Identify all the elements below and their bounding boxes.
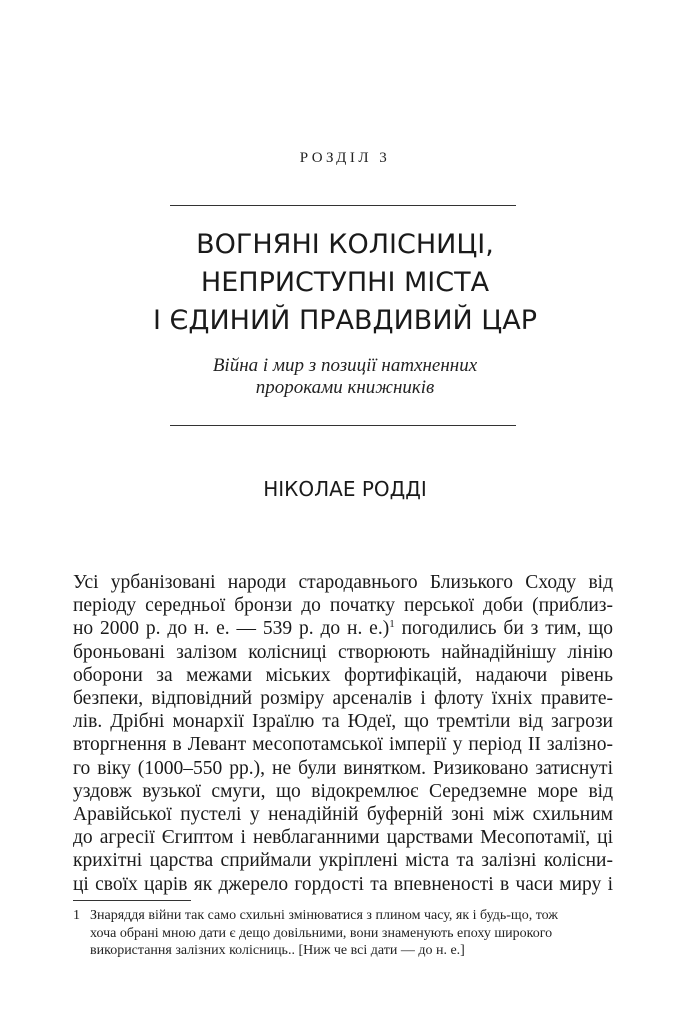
footnote-reference[interactable]: 1 [389, 618, 395, 631]
body-line: ці своїх царів як джерело гордості та впевненості в часи миру і [73, 873, 613, 895]
body-line [73, 617, 613, 640]
footnote-text [90, 907, 613, 960]
chapter-label: РОЗДІЛ 3 [299, 150, 391, 166]
body-line: оборони за межами міських фортифікацій, надаючи рівень [73, 664, 613, 686]
chapter-title [0, 226, 690, 340]
body-line: Усі урбанізовані народи стародавнього Близького Сходу від [73, 572, 613, 593]
title-line: ВОГНЯНІ КОЛІСНИЦІ, [196, 229, 494, 260]
body-text [73, 571, 613, 896]
body-line-text: погодились би з тим, що [394, 618, 613, 640]
body-line: вторгнення в Левант месопотамської імперії у період II залізно- [73, 734, 613, 756]
author-name: НІКОЛАЕ РОДДІ [263, 477, 427, 501]
body-line: Аравійської пустелі у ненадійній буферній зоні між схильним [73, 804, 613, 826]
footnote-line: Знаряддя війни так само схильні змінюватися з плином часу, як і будь-що, тож [90, 908, 558, 923]
body-line: до агресії Єгиптом і невблаганними царствами Месопотамії, ці [73, 827, 613, 849]
footnote-line: хоча обрані мною дати є дещо довільними, вони знаменують епоху широкого [90, 925, 553, 941]
title-line: НЕПРИСТУПНІ МІСТА [200, 267, 490, 298]
body-line: безпеки, відповідний розміру арсеналів і флоту їхніх правите- [73, 688, 613, 710]
body-line: лів. Дрібні монархії Ізраїлю та Юдеї, що тремтіли від загрози [73, 711, 613, 733]
title-line: І ЄДИНИЙ ПРАВДИВИЙ ЦАР [152, 305, 538, 336]
footnote-line: використання залізних колісниць.. [Ниж че всі дати — до н. е.] [90, 943, 465, 958]
body-line: го віку (1000–550 рр.), не були винятком. Ризиковано затиснуті [73, 757, 613, 779]
title-rule-bottom [170, 425, 516, 426]
body-line: періоду середньої бронзи до початку перської доби (приблиз- [73, 595, 613, 617]
footnote [73, 907, 613, 960]
footnote-divider [73, 900, 191, 901]
body-line: уздовж вузької смуги, що відокремлює Середземне море від [73, 780, 613, 802]
subtitle-line: Війна і мир з позиції натхненних [212, 355, 478, 376]
title-rule-top [170, 205, 516, 206]
subtitle-line: пророками книжників [255, 377, 435, 398]
body-line: крихітні царства сприймали укріплені міста та залізні колісни- [73, 850, 613, 872]
chapter-subtitle [0, 355, 690, 399]
body-line-text: но 2000 р. до н. е. — 539 р. до н. е.) [73, 618, 390, 640]
body-line: броньовані залізом колісниці створюють найнадійнішу лінію [73, 641, 613, 663]
footnote-number: 1 [73, 908, 80, 923]
